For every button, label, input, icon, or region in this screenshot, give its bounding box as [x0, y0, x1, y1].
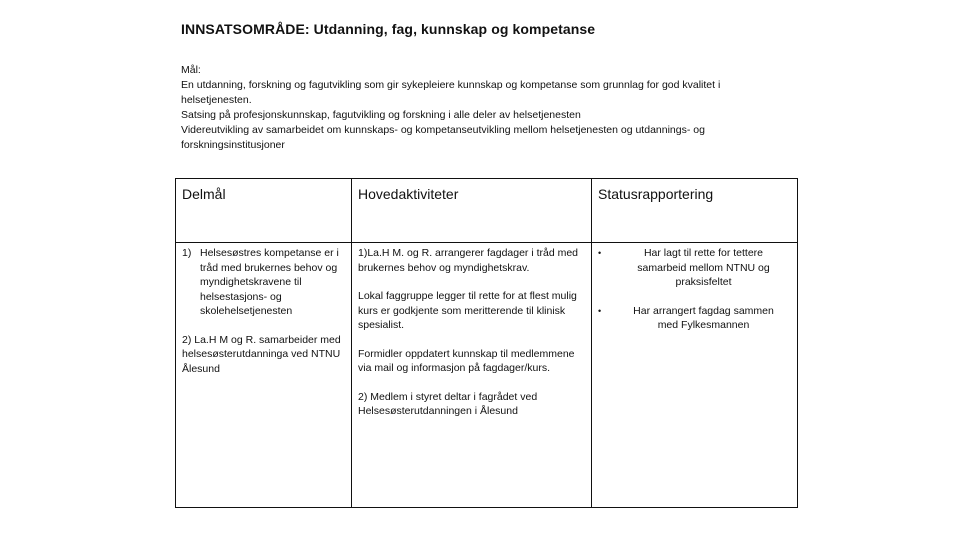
bullet-icon: •	[598, 248, 602, 258]
activity-item: 2) Medlem i styret deltar i fagrådet ved Helsesøsterutdanningen i Ålesund	[358, 390, 538, 417]
hovedaktiviteter-cell	[352, 243, 592, 507]
goal-line: En utdanning, forskning og fagutvikling som gir sykepleiere kunnskap og kompetanse som grunnlag for god kvalitet i helsetjenesten.	[181, 79, 721, 106]
status-item	[598, 304, 791, 333]
status-list	[598, 246, 791, 333]
bullet-icon: •	[598, 305, 602, 316]
status-item	[598, 246, 791, 290]
activity-item: 1)La.H M. og R. arrangerer fagdager i tråd med brukernes behov og myndighetskrav.	[358, 247, 579, 274]
header-hovedaktiviteter: Hovedaktiviteter	[352, 179, 592, 243]
status-item-text: Har lagt til rette for tettere samarbeid mellom NTNU og praksisfeltet	[637, 247, 770, 288]
header-delmal: Delmål	[176, 179, 352, 243]
delmal-cell	[176, 243, 352, 507]
delmal-item-1-number: 1)	[182, 247, 192, 259]
status-cell	[592, 243, 797, 507]
goal-line: Satsing på profesjonskunnskap, fagutvikling og forskning i alle deler av helsetjenesten	[181, 109, 581, 121]
activity-item: Lokal faggruppe legger til rette for at flest mulig kurs er godkjente som meritterende til klinisk spesialist.	[358, 290, 577, 331]
goal-section	[181, 63, 781, 153]
activity-item: Formidler oppdatert kunnskap til medlemmene via mail og informasjon på fagdager/kurs.	[358, 347, 575, 374]
delmal-item-1-text: Helsesøstres kompetanse er i tråd med brukernes behov og myndighetskravene til helsestasjons- og skolehelsetjenesten	[200, 247, 339, 317]
delmal-item-2: 2) La.H M og R. samarbeider med helsesøsterutdanninga ved NTNU Ålesund	[182, 333, 341, 375]
goal-line: Videreutvikling av samarbeidet om kunnskaps- og kompetanseutvikling mellom helsetjenesten og utdannings- og forskningsinstitusjoner	[181, 124, 705, 151]
goal-label: Mål:	[181, 64, 201, 76]
header-statusrapportering: Statusrapportering	[592, 179, 797, 243]
status-item-text: Har arrangert fagdag sammen med Fylkesmannen	[633, 304, 774, 331]
page-title: INNSATSOMRÅDE: Utdanning, fag, kunnskap og kompetanse	[181, 21, 596, 37]
activity-table	[175, 178, 798, 508]
delmal-item-1	[182, 246, 345, 319]
